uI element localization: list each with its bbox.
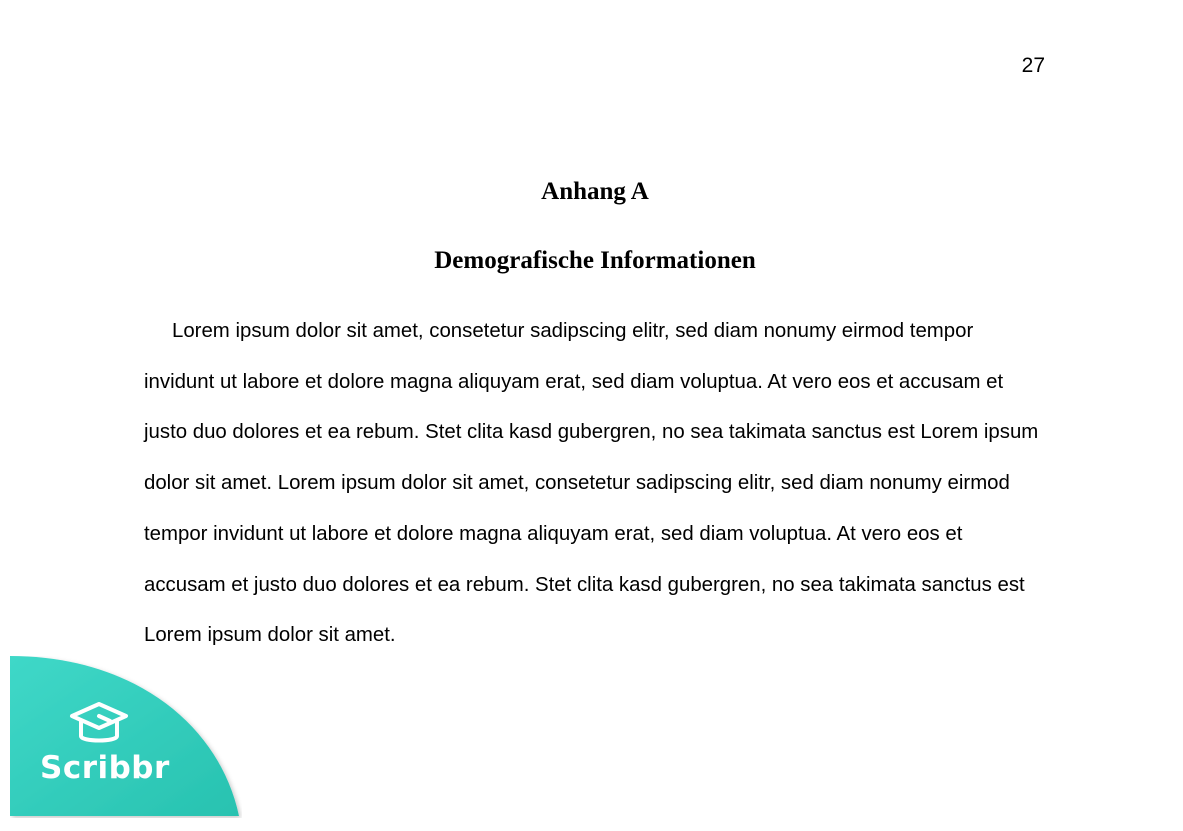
graduation-cap-icon <box>68 700 130 752</box>
page-number: 27 <box>1021 54 1045 77</box>
appendix-heading: Anhang A <box>541 178 649 205</box>
section-subheading: Demografische Informationen <box>434 247 756 274</box>
scribbr-logo-badge <box>10 656 242 818</box>
body-paragraph: Lorem ipsum dolor sit amet, consetetur sadipscing elitr, sed diam nonumy eirmod tempor invidunt ut labore et dolore magna aliquyam erat, sed diam voluptua. At vero eos et accusam et justo duo dolores et ea rebum. Stet clita kasd gubergren, no sea takimata sanctus est Lorem ipsum dolor sit amet. Lorem ipsum dolor sit amet, consetetur sadipscing elitr, sed diam nonumy eirmod tempor invidunt ut labore et dolore magna aliquyam erat, sed diam voluptua. At vero eos et accusam et justo duo dolores et ea rebum. Stet clita kasd gubergren, no sea takimata sanctus est Lorem ipsum dolor sit amet. <box>144 320 1039 647</box>
brand-name: Scribbr <box>40 750 170 786</box>
